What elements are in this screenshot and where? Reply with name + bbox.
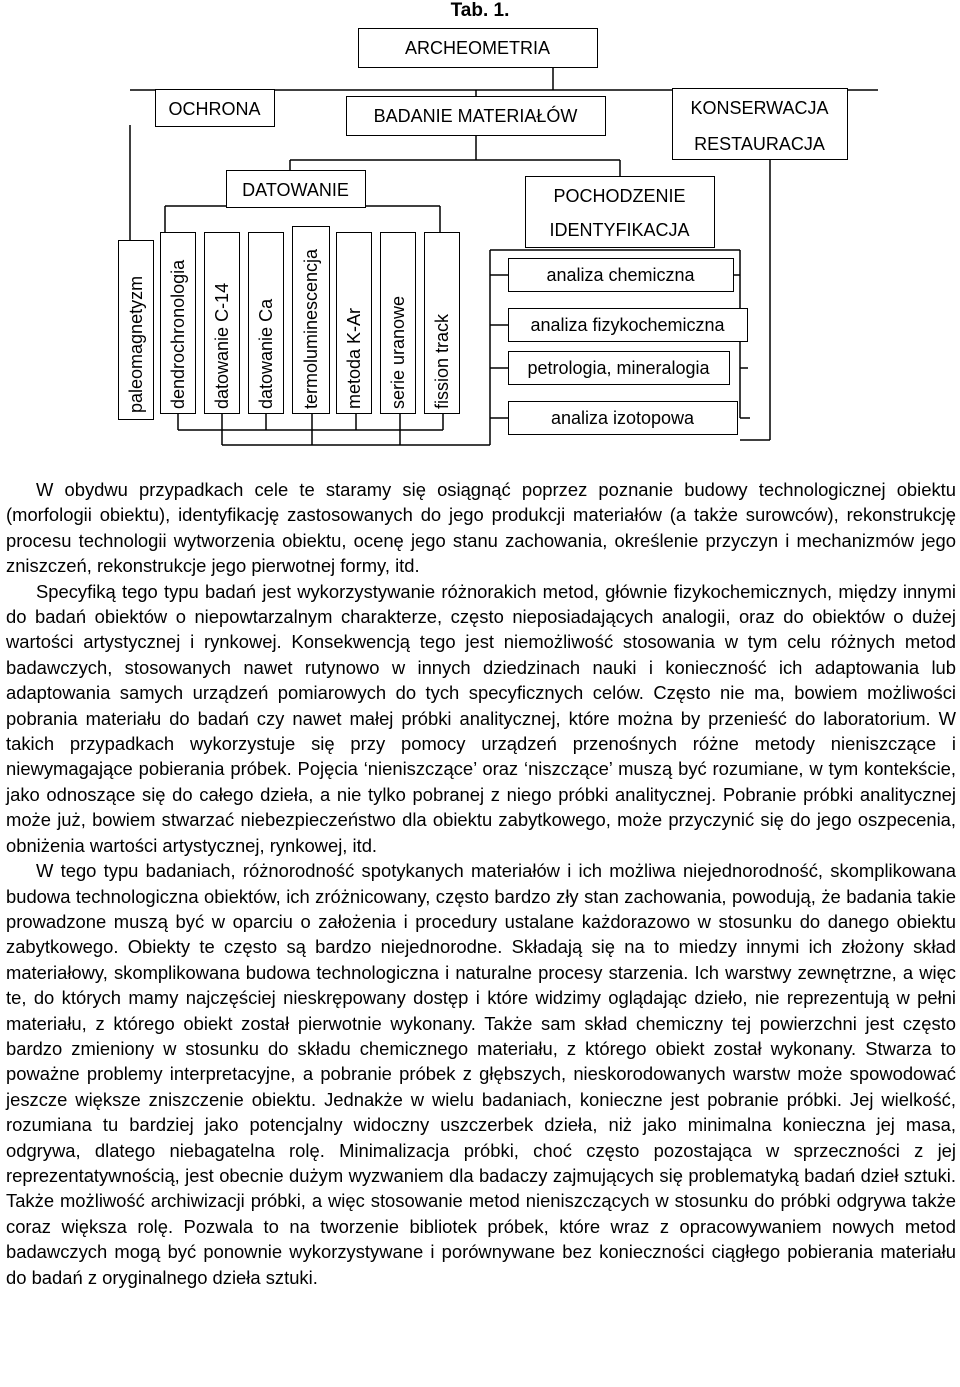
method-label: serie uranowe bbox=[388, 295, 408, 409]
analysis-box bbox=[508, 401, 738, 435]
restauracja-label: RESTAURACJA bbox=[694, 134, 825, 154]
method-box bbox=[424, 232, 460, 414]
root-box bbox=[358, 28, 598, 68]
analysis-box bbox=[508, 351, 730, 385]
analysis-label: analiza izotopowa bbox=[550, 408, 695, 428]
analysis-box bbox=[508, 258, 734, 292]
method-label: termoluminescencja bbox=[301, 248, 321, 409]
root-label: ARCHEOMETRIA bbox=[404, 38, 550, 58]
datowanie-label: DATOWANIE bbox=[242, 180, 349, 200]
method-box bbox=[248, 232, 284, 414]
method-label: paleomagnetyzm bbox=[126, 275, 146, 413]
method-label: fission track bbox=[432, 313, 452, 409]
paragraph: W tego typu badaniach, różnorodność spotykanych materiałów i ich możliwa niejednorodność, skomplikowana budowa technologiczna obiektów, ich zróżnicowany, często bardzo zły stan zachowania, powodują, że badania takie prowadzone muszą być w oparciu o założenia i procedury ustalane każdorazowo w stosunku do danego obiektu zabytkowego. Obiekty te często są bardzo niejednorodne. Składają się na to miedzy innymi ich złożony skład materiałowy, skomplikowana budowa technologiczna i naturalne procesy starzenia. Ich warstwy zewnętrzne, a więc te, do których mamy najczęściej nieskrępowany dostęp i które widzimy oglądając dzieło, nie reprezentują w pełni materiału, z którego obiekt został pierwotnie wykonany. Także sam skład chemiczny tej powierzchni jest często bardzo zmieniony w stosunku do składu chemicznego materiału, z którego obiekt został wykonany. Stwarza to poważne problemy interpretacyjne, a pobranie próbek z głębszych, nieskorodowanych warstw może spowodować jeszcze większe zniszczenie obiektu. Jednakże w wielu badaniach, konieczne jest pobranie próbki. Jej wielkość, rozumiana tu bardziej jako potencjalny widoczny uszczerbek dzieła, niż jako minimalna konieczna jej masa, odgrywa, dlatego niebagatelna rolę. Minimalizacja próbki, choć często pozostająca w sprzeczności z jej reprezentatywnością, jest obecnie dużym wyzwaniem dla badaczy zajmujących się problematyką badań dzieł sztuki. Także możliwość archiwizacji próbki, a więc stosowanie metod nieniszczących w stosunku do próbki odgrywa także coraz większa rolę. Pozwala to na tworzenie bibliotek próbek, które wraz z opracowywaniem nowych metod badawczych mogą być ponownie wykorzystywane i porównywane bez konieczności ciągłego pobierania materiału do badań z oryginalnego dzieła sztuki. bbox=[6, 860, 956, 1288]
archeometry-diagram bbox=[0, 0, 960, 470]
method-label: dendrochronologia bbox=[168, 259, 188, 409]
paragraph: Specyfiką tego typu badań jest wykorzystywanie różnorakich metod, głównie fizykochemicznych, między innymi do badań obiektów o niepowtarzalnym charakterze, często nieposiadających analogii, oraz do obiektów o dużej wartości artystycznej i rynkowej. Konsekwencją tego jest niemożliwość stosowania w tym celu różnych metod badawczych, stosowanych nawet rutynowo w innych dziedzinach nauki i konieczność ich adaptowania lub adaptowania samych urządzeń pomiarowych do tych specyficznych celów. Często nie ma, bowiem możliwości pobrania materiału do badań czy nawet małej próbki analitycznej, które można by przenieść do laboratorium. W takich przypadkach wykorzystuje się przy pomocy urządzeń przenośnych różne metody nieniszczące i niewymagające pobierania próbek. Pojęcia ‘nieniszczące’ oraz ‘niszczące’ muszą być rozumiane, w tym kontekście, jako odnoszące się do całego dzieła, a nie tylko pobranej z niego próbki analitycznej. Pobranie próbki analitycznej może już, bowiem stwarzać niebezpieczeństwo dla obiektu zabytkowego, może przyczynić się do jego oszpecenia, obniżenia wartości artystycznej, rynkowej, itd. bbox=[6, 580, 956, 856]
paragraph: W obydwu przypadkach cele te staramy się osiągnąć poprzez poznanie budowy technologicznej obiektu (morfologii obiektu), identyfikację zastosowanych do jego produkcji materiałów (a także surowców), rekonstrukcję procesu technologii wytworzenia obiektu, ocenę jego stanu zachowania, określenie przyczyn i mechanizmów jego zniszczeń, rekonstrukcje jego pierwotnej formy, itd. bbox=[6, 479, 956, 577]
analysis-label: petrologia, mineralogia bbox=[527, 358, 710, 378]
konserwacja-box bbox=[672, 88, 848, 160]
ochrona-box bbox=[155, 89, 275, 127]
method-box bbox=[160, 232, 196, 414]
pochodzenie-box bbox=[525, 176, 715, 248]
table-title: Tab. 1. bbox=[450, 0, 510, 21]
datowanie-box bbox=[226, 170, 366, 208]
konserwacja-label: KONSERWACJA bbox=[690, 98, 829, 118]
identyfikacja-label: IDENTYFIKACJA bbox=[549, 220, 690, 240]
body-text bbox=[6, 477, 956, 1290]
analysis-box bbox=[508, 308, 748, 342]
analysis-label: analiza fizykochemiczna bbox=[530, 315, 725, 335]
badanie-label: BADANIE MATERIAŁÓW bbox=[373, 106, 578, 126]
pochodzenie-label: POCHODZENIE bbox=[553, 186, 686, 206]
method-label: datowanie C-14 bbox=[212, 282, 232, 409]
badanie-box bbox=[346, 96, 606, 136]
ochrona-label: OCHRONA bbox=[168, 99, 261, 119]
method-box bbox=[204, 232, 240, 414]
method-box bbox=[118, 240, 154, 420]
method-box bbox=[380, 232, 416, 414]
method-box bbox=[336, 232, 372, 414]
method-label: metoda K-Ar bbox=[344, 307, 364, 409]
method-label: datowanie Ca bbox=[256, 298, 276, 409]
analysis-label: analiza chemiczna bbox=[546, 265, 695, 285]
method-box bbox=[292, 226, 330, 414]
